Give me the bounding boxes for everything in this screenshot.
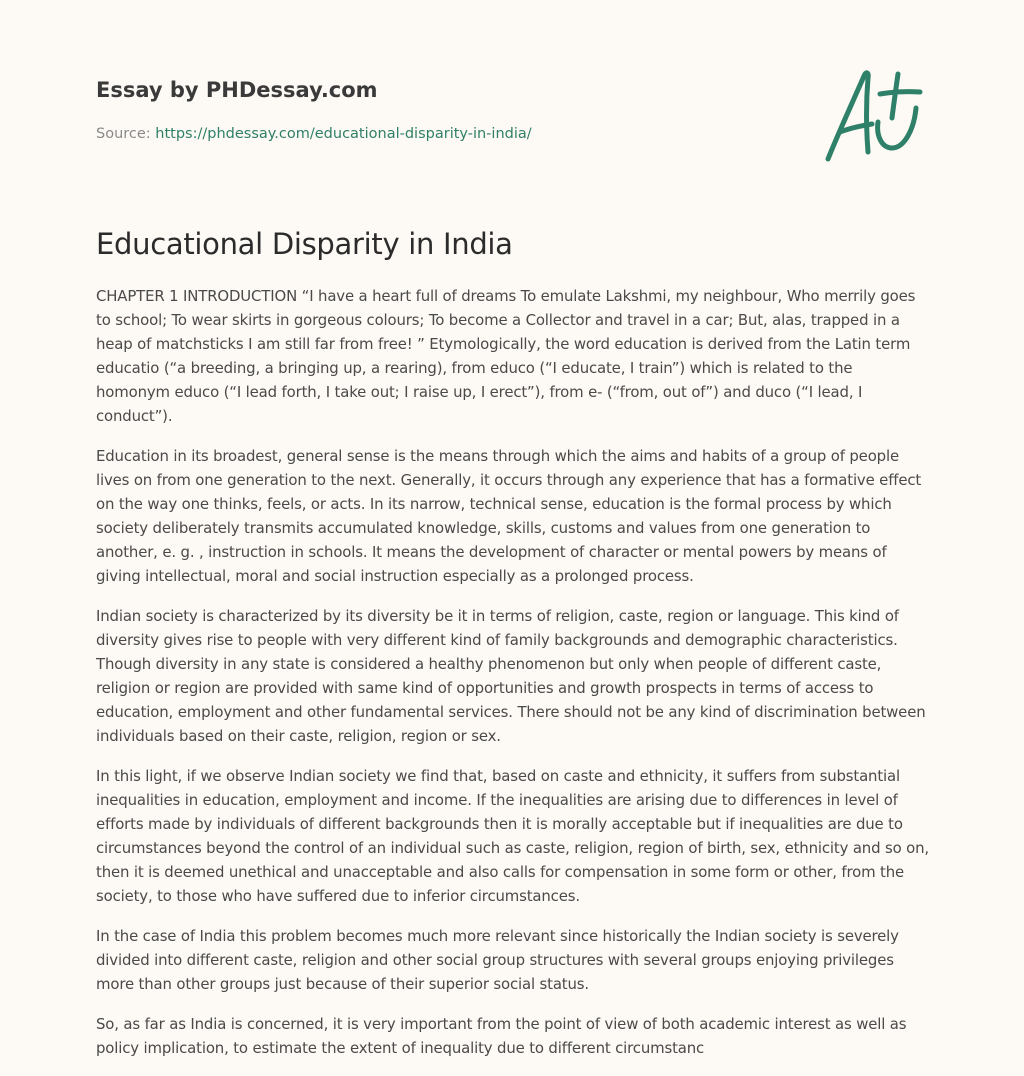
site-title: Essay by PHDessay.com — [96, 78, 378, 102]
paragraph: Indian society is characterized by its diversity be it in terms of religion, caste, region or language. This kind of diversity gives rise to people with very different kind of family backgrounds and demographic characteristics. Though diversity in any state is considered a healthy phenomenon but only when people of different caste, religion or region are provided with same kind of opportunities and growth prospects in terms of access to education, employment and other fundamental services. There should not be any kind of discrimination between individuals based on their caste, religion, region or sex. — [96, 607, 926, 745]
source-label: Source: — [96, 126, 156, 142]
paragraph: Education in its broadest, general sense is the means through which the aims and habits of a group of people lives on from one generation to the next. Generally, it occurs through any experience that has a formative effect on the way one thinks, feels, or acts. In its narrow, technical sense, education is the formal process by which society deliberately transmits accumulated knowledge, skills, customs and values from one generation to another, e. g. , instruction in schools. It means the development of character or mental powers by means of giving intellectual, moral and social instruction especially as a prolonged process. — [96, 447, 922, 585]
essay-body — [96, 284, 930, 1076]
paragraph: In this light, if we observe Indian society we find that, based on caste and ethnicity, it suffers from substantial inequalities in education, employment and income. If the inequalities are arising due to differences in level of efforts made by individuals of different backgrounds then it is morally acceptable but if inequalities are due to circumstances beyond the control of an individual such as caste, religion, region of birth, sex, ethnicity and so on, then it is deemed unethical and unacceptable and also calls for compensation in some form or other, from the society, to those who have suffered due to inferior circumstances. — [96, 767, 929, 905]
a-plus-logo-icon — [820, 66, 930, 166]
essay-title: Educational Disparity in India — [96, 227, 513, 261]
paragraph: So, as far as India is concerned, it is very important from the point of view of both academic interest as well as policy implication, to estimate the extent of inequality due to different circumstanc — [96, 1015, 907, 1057]
paragraph: In the case of India this problem becomes much more relevant since historically the Indian society is severely divided into different caste, religion and other social group structures with several groups enjoying privileges more than other groups just because of their superior social status. — [96, 927, 899, 993]
paragraph: CHAPTER 1 INTRODUCTION “I have a heart full of dreams To emulate Lakshmi, my neighbour, Who merrily goes to school; To wear skirts in gorgeous colours; To become a Collector and travel in a car; But, alas, trapped in a heap of matchsticks I am still far from free! ” Etymologically, the word education is derived from the Latin term educatio (“a breeding, a bringing up, a rearing), from educo (“I educate, I train”) which is related to the homonym educo (“I lead forth, I take out; I raise up, I erect”), from e- (“from, out of”) and duco (“I lead, I conduct”). — [96, 287, 916, 425]
page-header — [96, 76, 796, 144]
source-line — [96, 124, 796, 144]
source-link[interactable]: https://phdessay.com/educational-disparity-in-india/ — [155, 126, 532, 142]
